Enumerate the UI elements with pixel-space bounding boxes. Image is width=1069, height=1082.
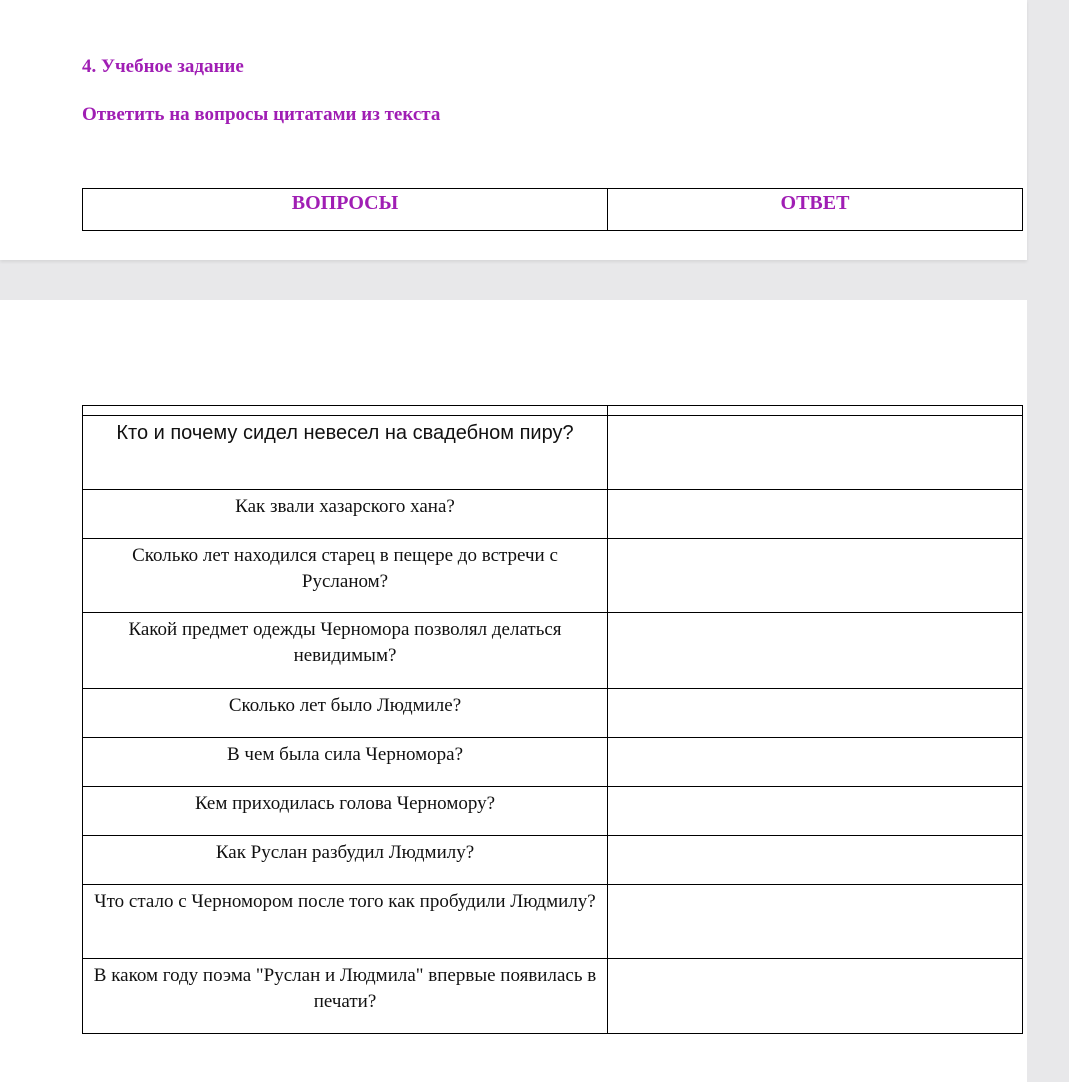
- table-row: [83, 885, 1023, 959]
- answer-cell[interactable]: [608, 738, 1023, 787]
- table-row: [83, 539, 1023, 613]
- table-row-spacer: [83, 406, 1023, 416]
- answer-cell[interactable]: [608, 787, 1023, 836]
- question-cell: Сколько лет было Людмиле?: [83, 689, 608, 738]
- spacer-cell: [608, 406, 1023, 416]
- table-row: [83, 613, 1023, 689]
- task-title: 4. Учебное задание: [82, 56, 244, 77]
- answer-cell[interactable]: [608, 689, 1023, 738]
- answer-cell[interactable]: [608, 613, 1023, 689]
- table-row: [83, 959, 1023, 1034]
- spacer-cell: [83, 406, 608, 416]
- question-cell: В каком году поэма "Руслан и Людмила" впервые появилась в печати?: [83, 959, 608, 1034]
- question-cell: Что стало с Черномором после того как пробудили Людмилу?: [83, 885, 608, 959]
- table-row: [83, 836, 1023, 885]
- question-cell: Какой предмет одежды Черномора позволял делаться невидимым?: [83, 613, 608, 689]
- table-row: [83, 738, 1023, 787]
- answer-cell[interactable]: [608, 490, 1023, 539]
- table-row: [83, 416, 1023, 490]
- question-cell: В чем была сила Черномора?: [83, 738, 608, 787]
- questions-table: [82, 405, 1023, 1034]
- questions-table-header: [82, 188, 1023, 231]
- table-row: [83, 490, 1023, 539]
- answer-cell[interactable]: [608, 539, 1023, 613]
- header-questions: ВОПРОСЫ: [83, 189, 608, 231]
- document-page-2: [0, 300, 1027, 1082]
- answer-cell[interactable]: [608, 416, 1023, 490]
- question-cell: Сколько лет находился старец в пещере до встречи с Русланом?: [83, 539, 608, 613]
- task-subtitle: Ответить на вопросы цитатами из текста: [82, 104, 441, 125]
- question-cell: Как звали хазарского хана?: [83, 490, 608, 539]
- header-answer: ОТВЕТ: [608, 189, 1023, 231]
- answer-cell[interactable]: [608, 959, 1023, 1034]
- answer-cell[interactable]: [608, 885, 1023, 959]
- question-cell: Кто и почему сидел невесел на свадебном пиру?: [83, 416, 608, 490]
- table-row: [83, 689, 1023, 738]
- document-page-1: [0, 0, 1027, 260]
- question-cell: Кем приходилась голова Черномору?: [83, 787, 608, 836]
- answer-cell[interactable]: [608, 836, 1023, 885]
- table-row: [83, 787, 1023, 836]
- question-cell: Как Руслан разбудил Людмилу?: [83, 836, 608, 885]
